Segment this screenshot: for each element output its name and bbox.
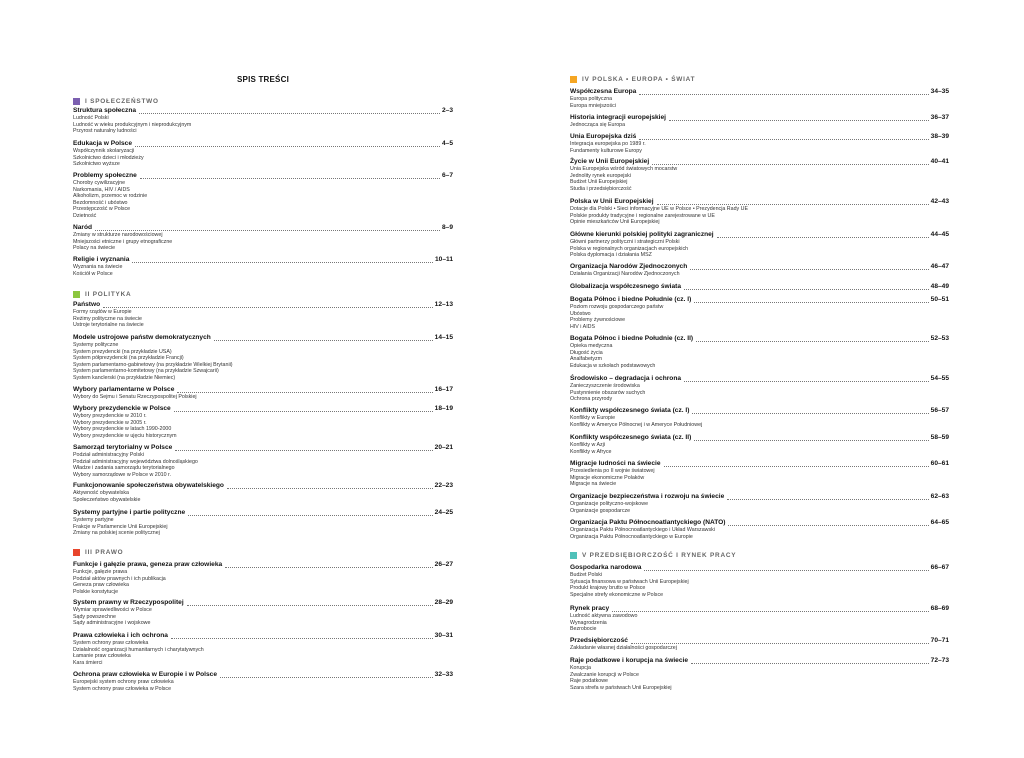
toc-subtopic: Społeczeństwo obywatelskie bbox=[73, 496, 141, 503]
toc-entry-title: Organizacja Narodów Zjednoczonych bbox=[570, 263, 688, 270]
section-header bbox=[570, 551, 949, 560]
section-title: III PRAWO bbox=[85, 549, 124, 556]
toc-subtopic: Działalność organizacji humanitarnych i charytatywnych bbox=[73, 646, 204, 653]
toc-subtopic: Długość życia bbox=[570, 349, 603, 356]
toc-subtopic: Szara strefa w państwach Unii Europejskiej bbox=[570, 684, 672, 691]
dot-leader bbox=[664, 466, 929, 467]
toc-subtopic: Organizacja Paktu Północnoatlantyckiego w Europie bbox=[570, 533, 693, 540]
toc-subtopic: Wybory prezydenckie w 2010 r. bbox=[73, 413, 147, 419]
toc-entry-pages: 54–55 bbox=[930, 375, 949, 382]
dot-leader bbox=[694, 302, 928, 303]
toc-entry-title: Funkcjonowanie społeczeństwa obywatelskiego bbox=[73, 482, 224, 489]
section-color-square bbox=[73, 98, 80, 105]
toc-subtopic: Ludność Polski bbox=[73, 115, 109, 121]
toc-entry[interactable] bbox=[73, 172, 453, 219]
toc-subtopic: Polska w regionalnych organizacjach europejskich bbox=[570, 245, 689, 252]
toc-entry[interactable] bbox=[570, 460, 949, 488]
toc-entry-heading[interactable] bbox=[570, 564, 949, 572]
toc-entry-title: Problemy społeczne bbox=[73, 172, 137, 179]
toc-subtopic: Konflikty w Azji bbox=[570, 442, 606, 448]
toc-entry-pages: 68–69 bbox=[930, 605, 949, 612]
toc-entry-pages: 4–5 bbox=[441, 140, 453, 147]
toc-entry-pages: 16–17 bbox=[434, 386, 453, 393]
toc-subtopic: Reżimy polityczne na świecie bbox=[73, 315, 142, 322]
toc-subtopic: Migracje ekonomiczne Polaków bbox=[570, 474, 645, 481]
toc-entry-title: Konflikty współczesnego świata (cz. I) bbox=[570, 407, 690, 414]
section-title: IV POLSKA • EUROPA • ŚWIAT bbox=[582, 76, 696, 83]
toc-entry-pages: 2–3 bbox=[441, 107, 453, 114]
toc-subtopic: Wyznania na świecie bbox=[73, 264, 123, 270]
toc-entry-heading[interactable] bbox=[570, 657, 949, 665]
toc-entry-pages: 48–49 bbox=[930, 283, 949, 290]
toc-subtopic: Polacy na świecie bbox=[73, 245, 116, 251]
dot-leader bbox=[188, 515, 433, 516]
toc-entry-title: Państwo bbox=[73, 301, 101, 308]
toc-entry[interactable] bbox=[73, 561, 453, 595]
toc-entry-title: Funkcje i gałęzie prawa, geneza praw człowieka bbox=[73, 561, 223, 568]
toc-entry-heading[interactable] bbox=[73, 561, 453, 569]
toc-subtopic: Polskie konstytucje bbox=[73, 588, 119, 595]
dot-leader bbox=[214, 340, 433, 341]
dot-leader bbox=[187, 605, 433, 606]
toc-subtopic: Sądy administracyjne i wojskowe bbox=[73, 620, 151, 626]
toc-entry[interactable] bbox=[570, 263, 949, 278]
toc-entry-heading[interactable] bbox=[570, 263, 949, 271]
toc-entry-title: Bogata Północ i biedne Południe (cz. I) bbox=[570, 296, 692, 303]
toc-subtopic: Podział administracyjny województwa dolnośląskiego bbox=[73, 458, 198, 465]
toc-subtopic: Ochrona przyrody bbox=[570, 396, 613, 402]
toc-subtopic: Sądy powszechne bbox=[73, 613, 116, 620]
toc-entry-pages: 70–71 bbox=[930, 637, 949, 644]
toc-subtopic: Opieka medyczna bbox=[570, 343, 613, 349]
toc-entry[interactable] bbox=[73, 632, 453, 666]
toc-subtopic: Unia Europejska wśród światowych mocarstw bbox=[570, 166, 678, 172]
toc-subtopic: System parlamentarno-komitetowy (na przykładzie Szwajcarii) bbox=[73, 368, 219, 374]
toc-entry[interactable] bbox=[73, 386, 453, 401]
section-color-square bbox=[570, 552, 577, 559]
toc-entry[interactable] bbox=[570, 493, 949, 514]
toc-subtopic: Organizacja Paktu Północnoatlantyckiego i Układ Warszawski bbox=[570, 527, 715, 533]
toc-subtopic: Fundamenty kulturowe Europy bbox=[570, 147, 642, 154]
toc-entry[interactable] bbox=[73, 482, 453, 503]
toc-subtopic: System półprezydencki (na przykładzie Francji) bbox=[73, 355, 184, 361]
dot-leader bbox=[652, 164, 929, 165]
toc-entry-title: Bogata Północ i biedne Południe (cz. II) bbox=[570, 335, 694, 342]
toc-subtopic: Opinie mieszkańców Unii Europejskiej bbox=[570, 219, 660, 225]
toc-entry-pages: 72–73 bbox=[930, 657, 949, 664]
toc-subtopic: Systemy polityczne bbox=[73, 342, 119, 348]
toc-entry-pages: 14–15 bbox=[434, 334, 453, 341]
toc-entry-heading[interactable] bbox=[570, 605, 949, 613]
toc-entry-title: Prawa człowieka i ich ochrona bbox=[73, 632, 168, 639]
dot-leader bbox=[612, 611, 928, 612]
toc-subtopic: Konflikty w Ameryce Północnej i w Ameryce Południowej bbox=[570, 421, 703, 428]
toc-subtopic: Władze i zadania samorządu terytorialnego bbox=[73, 465, 175, 471]
toc-entry-title: Samorząd terytorialny w Polsce bbox=[73, 444, 173, 451]
toc-entry-heading[interactable] bbox=[570, 407, 949, 415]
toc-subtopic: Jednolity rynek europejski bbox=[570, 172, 631, 179]
toc-subtopic: Przyrost naturalny ludności bbox=[73, 128, 137, 134]
toc-subtopic: Poziom rozwoju gospodarczego państw bbox=[570, 304, 664, 310]
toc-subtopic: Polskie produkty tradycyjne i regionalne zarejestrowane w UE bbox=[570, 212, 715, 219]
section-header bbox=[73, 290, 453, 299]
section-header bbox=[73, 548, 453, 557]
toc-subtopic: Formy rządów w Europie bbox=[73, 309, 132, 315]
toc-entry[interactable] bbox=[570, 605, 949, 633]
toc-entry-heading[interactable] bbox=[73, 599, 453, 607]
toc-subtopic: Zmiany na polskiej scenie politycznej bbox=[73, 530, 160, 536]
toc-entry[interactable] bbox=[570, 335, 949, 369]
toc-entry-heading[interactable] bbox=[73, 444, 453, 452]
toc-entry-title: Współczesna Europa bbox=[570, 88, 637, 95]
section-color-square bbox=[570, 76, 577, 83]
toc-subtopic: Systemy partyjne bbox=[73, 517, 114, 523]
toc-subtopic: Analfabetyzm bbox=[570, 356, 603, 362]
toc-entry-pages: 52–53 bbox=[930, 335, 949, 342]
dot-leader bbox=[174, 411, 433, 412]
toc-entry-title: Przedsiębiorczość bbox=[570, 637, 628, 644]
toc-entry[interactable] bbox=[570, 283, 949, 291]
toc-subtopic: Polska dyplomacja i działania MSZ bbox=[570, 252, 652, 258]
toc-entry[interactable] bbox=[570, 158, 949, 192]
toc-entry-heading[interactable] bbox=[73, 334, 453, 342]
toc-entry-heading[interactable] bbox=[73, 172, 453, 180]
toc-subtopic: Narkomania, HIV / AIDS bbox=[73, 186, 130, 193]
toc-entry-heading[interactable] bbox=[570, 335, 949, 343]
toc-entry[interactable] bbox=[570, 375, 949, 403]
toc-subtopic: Budżet Unii Europejskiej bbox=[570, 179, 628, 185]
dot-leader bbox=[692, 413, 928, 414]
toc-entry[interactable] bbox=[73, 301, 453, 329]
toc-entry[interactable] bbox=[73, 405, 453, 439]
toc-subtopic: Problemy żywnościowe bbox=[570, 317, 626, 323]
toc-entry[interactable] bbox=[570, 519, 949, 540]
toc-entry-pages: 32–33 bbox=[434, 671, 453, 678]
dot-leader bbox=[139, 113, 440, 114]
toc-subtopic: Frakcje w Parlamencie Unii Europejskiej bbox=[73, 523, 168, 530]
toc-subtopic: HIV i AIDS bbox=[570, 323, 596, 330]
toc-subtopic: Przesiedlenia po II wojnie światowej bbox=[570, 468, 655, 474]
toc-subtopic: Geneza praw człowieka bbox=[73, 582, 129, 588]
toc-subtopic: Zanieczyszczenie środowiska bbox=[570, 383, 640, 389]
section-title: II POLITYKA bbox=[85, 291, 132, 298]
toc-subtopic: Zwalczanie korupcji w Polsce bbox=[570, 671, 639, 678]
toc-subtopic: Ubóstwo bbox=[570, 310, 591, 317]
toc-subtopic: System parlamentarno-gabinetowy (na przykładzie Wielkiej Brytanii) bbox=[73, 361, 233, 368]
toc-entry-title: Życie w Unii Europejskiej bbox=[570, 158, 650, 165]
dot-leader bbox=[631, 643, 929, 644]
toc-entry-heading[interactable] bbox=[570, 158, 949, 166]
toc-subtopic: Łamanie praw człowieka bbox=[73, 653, 131, 659]
toc-entry-heading[interactable] bbox=[570, 493, 949, 501]
toc-entry-pages: 46–47 bbox=[930, 263, 949, 270]
toc-entry-title: Ochrona praw człowieka w Europie i w Polsce bbox=[73, 671, 218, 678]
dot-leader bbox=[95, 230, 440, 231]
toc-subtopic: Bezdomność i ubóstwo bbox=[73, 199, 128, 206]
toc-entry-heading[interactable] bbox=[570, 114, 949, 122]
toc-entry-title: Rynek pracy bbox=[570, 605, 610, 612]
toc-entry-title: Gospodarka narodowa bbox=[570, 564, 642, 571]
toc-entry[interactable] bbox=[73, 256, 453, 277]
dot-leader bbox=[177, 392, 432, 393]
dot-leader bbox=[690, 269, 928, 270]
toc-subtopic: Ludność w wieku produkcyjnym i nieprodukcyjnym bbox=[73, 121, 192, 128]
section-title: V PRZEDSIĘBIORCZOŚĆ I RYNEK PRACY bbox=[582, 552, 737, 559]
toc-entry[interactable] bbox=[570, 114, 949, 129]
toc-subtopic: Podział administracyjny Polski bbox=[73, 452, 144, 458]
toc-subtopic: Mniejszości etniczne i grupy etnograficzne bbox=[73, 238, 173, 245]
dot-leader bbox=[684, 381, 929, 382]
dot-leader bbox=[140, 178, 440, 179]
toc-subtopic: Wynagrodzenia bbox=[570, 619, 607, 626]
toc-entry-title: Migracje ludności na świecie bbox=[570, 460, 661, 467]
dot-leader bbox=[657, 204, 929, 205]
toc-entry-heading[interactable] bbox=[73, 671, 453, 679]
toc-entry[interactable] bbox=[73, 140, 453, 168]
toc-subtopic: Pustynnienie obszarów suchych bbox=[570, 389, 646, 396]
toc-entry-pages: 10–11 bbox=[435, 256, 453, 263]
toc-subtopic: Przestępczość w Polsce bbox=[73, 206, 131, 212]
toc-subtopic: Studia i przedsiębiorczość bbox=[570, 185, 632, 192]
toc-subtopic: System kanclerski (na przykładzie Niemiec) bbox=[73, 374, 176, 381]
toc-entry-pages: 56–57 bbox=[930, 407, 949, 414]
toc-entry-heading[interactable] bbox=[73, 256, 453, 264]
toc-entry[interactable] bbox=[570, 657, 949, 691]
toc-entry[interactable] bbox=[73, 224, 453, 252]
toc-subtopic: Edukacja w szkołach podstawowych bbox=[570, 362, 656, 369]
toc-subtopic: Główni partnerzy polityczni i strategiczni Polski bbox=[570, 239, 680, 245]
toc-entry-heading[interactable] bbox=[570, 231, 949, 239]
toc-subtopic: Kara śmierci bbox=[73, 659, 103, 666]
toc-entry-title: Wybory parlamentarne w Polsce bbox=[73, 386, 175, 393]
toc-subtopic: Wybory prezydenckie w ujęciu historycznym bbox=[73, 432, 177, 439]
toc-subtopic: System ochrony praw człowieka bbox=[73, 640, 149, 646]
toc-entry-heading[interactable] bbox=[570, 637, 949, 645]
toc-entry-pages: 50–51 bbox=[930, 296, 949, 303]
toc-entry-title: Wybory prezydenckie w Polsce bbox=[73, 405, 171, 412]
toc-entry-pages: 42–43 bbox=[930, 198, 949, 205]
toc-subtopic: Szkolnictwo dzieci i młodzieży bbox=[73, 154, 144, 161]
toc-subtopic: Zakładanie własnej działalności gospodarczej bbox=[570, 645, 677, 651]
toc-entry-heading[interactable] bbox=[73, 107, 453, 115]
toc-entry[interactable] bbox=[570, 133, 949, 154]
toc-entry[interactable] bbox=[73, 599, 453, 627]
toc-subtopic: Konflikty w Afryce bbox=[570, 448, 612, 455]
toc-subtopic: Podział aktów prawnych i ich publikacja bbox=[73, 575, 166, 582]
toc-subtopic: Zmiany w strukturze narodowościowej bbox=[73, 232, 163, 238]
toc-entry-heading[interactable] bbox=[570, 519, 949, 527]
toc-entry-heading[interactable] bbox=[73, 632, 453, 640]
toc-entry-heading[interactable] bbox=[570, 460, 949, 468]
section-title: I SPOŁECZEŃSTWO bbox=[85, 98, 159, 105]
toc-entry-pages: 38–39 bbox=[930, 133, 949, 140]
page-title: SPIS TREŚCI bbox=[237, 75, 289, 84]
toc-entry-pages: 64–65 bbox=[930, 519, 949, 526]
toc-subtopic: Wybory prezydenckie w 2005 r. bbox=[73, 419, 147, 426]
toc-entry-heading[interactable] bbox=[570, 283, 949, 291]
toc-entry-pages: 62–63 bbox=[930, 493, 949, 500]
toc-subtopic: Działania Organizacji Narodów Zjednoczonych bbox=[570, 271, 680, 277]
toc-entry[interactable] bbox=[73, 444, 453, 478]
toc-subtopic: Organizacje polityczno-wojskowe bbox=[570, 501, 649, 507]
toc-entry-pages: 20–21 bbox=[434, 444, 453, 451]
toc-subtopic: Sytuacja finansowa w państwach Unii Europejskiej bbox=[570, 578, 689, 585]
toc-entry-title: Raje podatkowe i korupcja na świecie bbox=[570, 657, 688, 664]
toc-entry-pages: 44–45 bbox=[930, 231, 949, 238]
toc-subtopic: Jednocząca się Europa bbox=[570, 122, 626, 128]
toc-subtopic: System prezydencki (na przykładzie USA) bbox=[73, 348, 172, 355]
toc-subtopic: Choroby cywilizacyjne bbox=[73, 180, 126, 186]
toc-subtopic: Wymiar sprawiedliwości w Polsce bbox=[73, 607, 152, 613]
toc-subtopic: System ochrony praw człowieka w Polsce bbox=[73, 685, 172, 692]
toc-entry-title: Polska w Unii Europejskiej bbox=[570, 198, 654, 205]
toc-subtopic: Europa polityczna bbox=[570, 96, 613, 102]
toc-entry-title: Historia integracji europejskiej bbox=[570, 114, 667, 121]
section-header bbox=[570, 75, 949, 84]
toc-subtopic: Organizacje gospodarcze bbox=[570, 507, 631, 514]
toc-entry-pages: 60–61 bbox=[930, 460, 949, 467]
section-color-square bbox=[73, 549, 80, 556]
toc-subtopic: Produkt krajowy brutto w Polsce bbox=[570, 585, 646, 591]
toc-subtopic: Kościół w Polsce bbox=[73, 270, 113, 277]
toc-subtopic: Korupcja bbox=[570, 665, 591, 671]
toc-entry-pages: 12–13 bbox=[434, 301, 453, 308]
toc-subtopic: Bezrobocie bbox=[570, 626, 597, 632]
toc-subtopic: Wybory do Sejmu i Senatu Rzeczypospolitej Polskiej bbox=[73, 394, 197, 400]
dot-leader bbox=[175, 450, 432, 451]
dot-leader bbox=[669, 120, 929, 121]
toc-subtopic: Budżet Polski bbox=[570, 572, 603, 578]
toc-entry-pages: 22–23 bbox=[434, 482, 453, 489]
toc-entry-title: System prawny w Rzeczypospolitej bbox=[73, 599, 184, 606]
toc-entry-title: Globalizacja współczesnego świata bbox=[570, 283, 682, 290]
dot-leader bbox=[644, 570, 928, 571]
toc-entry-heading[interactable] bbox=[570, 198, 949, 206]
dot-leader bbox=[639, 94, 928, 95]
toc-entry-title: Modele ustrojowe państw demokratycznych bbox=[73, 334, 211, 341]
toc-subtopic: Migracje na świecie bbox=[570, 481, 617, 487]
toc-subtopic: Dotacje dla Polski • Sieci informacyjne UE w Polsce • Prezydencja Rady UE bbox=[570, 206, 748, 212]
toc-entry-pages: 28–29 bbox=[434, 599, 453, 606]
toc-entry-heading[interactable] bbox=[73, 482, 453, 490]
toc-subtopic: Funkcje, gałęzie prawa bbox=[73, 569, 128, 575]
toc-entry-title: Religie i wyznania bbox=[73, 256, 130, 263]
toc-entry-title: Główne kierunki polskiej polityki zagranicznej bbox=[570, 231, 714, 238]
toc-subtopic: Ustroje terytorialne na świecie bbox=[73, 322, 144, 328]
toc-subtopic: Wybory prezydenckie w latach 1990-2000 bbox=[73, 426, 172, 432]
toc-entry-pages: 26–27 bbox=[434, 561, 453, 568]
toc-subtopic: Ludność aktywna zawodowo bbox=[570, 613, 638, 619]
toc-entry-heading[interactable] bbox=[73, 224, 453, 232]
dot-leader bbox=[717, 237, 929, 238]
section-header bbox=[73, 97, 453, 106]
toc-subtopic: Aktywność obywatelska bbox=[73, 490, 129, 496]
dot-leader bbox=[225, 567, 433, 568]
toc-entry-pages: 30–31 bbox=[434, 632, 453, 639]
toc-entry[interactable] bbox=[73, 509, 453, 537]
toc-subtopic: Dzietność bbox=[73, 212, 97, 219]
toc-entry[interactable] bbox=[570, 434, 949, 455]
toc-entry[interactable] bbox=[570, 564, 949, 598]
toc-entry-heading[interactable] bbox=[570, 133, 949, 141]
toc-entry[interactable] bbox=[570, 231, 949, 259]
toc-subtopic: Wybory samorządowe w Polsce w 2010 r. bbox=[73, 471, 171, 478]
toc-entry-title: Systemy partyjne i partie polityczne bbox=[73, 509, 186, 516]
dot-leader bbox=[171, 638, 433, 639]
toc-entry[interactable] bbox=[570, 296, 949, 330]
toc-entry-pages: 6–7 bbox=[441, 172, 453, 179]
toc-entry-title: Organizacje bezpieczeństwa i rozwoju na świecie bbox=[570, 493, 725, 500]
dot-leader bbox=[696, 341, 929, 342]
dot-leader bbox=[728, 525, 928, 526]
dot-leader bbox=[691, 663, 929, 664]
dot-leader bbox=[227, 488, 433, 489]
dot-leader bbox=[684, 289, 929, 290]
toc-entry-heading[interactable] bbox=[570, 434, 949, 442]
toc-entry-heading[interactable] bbox=[570, 375, 949, 383]
toc-entry-heading[interactable] bbox=[73, 140, 453, 148]
toc-subtopic: Specjalne strefy ekonomiczne w Polsce bbox=[570, 591, 664, 598]
toc-subtopic: Współczynnik skolaryzacji bbox=[73, 148, 135, 154]
dot-leader bbox=[639, 139, 928, 140]
toc-entry[interactable] bbox=[570, 88, 949, 109]
toc-entry-pages: 8–9 bbox=[441, 224, 453, 231]
toc-entry-pages: 40–41 bbox=[930, 158, 949, 165]
toc-entry-title: Edukacja w Polsce bbox=[73, 140, 133, 147]
toc-entry[interactable] bbox=[73, 107, 453, 135]
dot-leader bbox=[220, 677, 433, 678]
section-color-square bbox=[73, 291, 80, 298]
toc-subtopic: Raje podatkowe bbox=[570, 678, 608, 684]
toc-entry-heading[interactable] bbox=[73, 301, 453, 309]
toc-subtopic: Szkolnictwo wyższe bbox=[73, 161, 120, 167]
toc-entry-title: Struktura społeczna bbox=[73, 107, 137, 114]
toc-entry-heading[interactable] bbox=[570, 88, 949, 96]
toc-entry-title: Konflikty współczesnego świata (cz. II) bbox=[570, 434, 692, 441]
dot-leader bbox=[727, 499, 928, 500]
toc-subtopic: Integracja europejska po 1989 r. bbox=[570, 141, 646, 147]
dot-leader bbox=[694, 440, 928, 441]
toc-entry[interactable] bbox=[570, 407, 949, 428]
toc-entry-pages: 58–59 bbox=[930, 434, 949, 441]
toc-subtopic: Europejski system ochrony praw człowieka bbox=[73, 679, 174, 685]
toc-entry-pages: 24–25 bbox=[434, 509, 453, 516]
toc-entry-pages: 36–37 bbox=[930, 114, 949, 121]
dot-leader bbox=[132, 262, 433, 263]
toc-entry-heading[interactable] bbox=[73, 386, 453, 394]
toc-entry[interactable] bbox=[570, 637, 949, 652]
toc-entry-pages: 66–67 bbox=[930, 564, 949, 571]
toc-entry-heading[interactable] bbox=[73, 509, 453, 517]
toc-entry[interactable] bbox=[570, 198, 949, 226]
toc-subtopic: Konflikty w Europie bbox=[570, 415, 616, 421]
toc-entry-pages: 34–35 bbox=[930, 88, 949, 95]
toc-entry[interactable] bbox=[73, 334, 453, 381]
toc-subtopic: Alkoholizm, przemoc w rodzinie bbox=[73, 193, 148, 199]
toc-subtopic: Europa mniejszości bbox=[570, 102, 616, 109]
dot-leader bbox=[103, 307, 433, 308]
toc-entry-title: Środowisko – degradacja i ochrona bbox=[570, 375, 682, 382]
toc-entry-title: Naród bbox=[73, 224, 93, 231]
toc-entry-heading[interactable] bbox=[73, 405, 453, 413]
toc-entry-title: Unia Europejska dziś bbox=[570, 133, 637, 140]
toc-entry-title: Organizacja Paktu Północnoatlantyckiego (NATO) bbox=[570, 519, 726, 526]
toc-entry-pages: 18–19 bbox=[434, 405, 453, 412]
toc-entry[interactable] bbox=[73, 671, 453, 692]
dot-leader bbox=[135, 146, 440, 147]
toc-entry-heading[interactable] bbox=[570, 296, 949, 304]
